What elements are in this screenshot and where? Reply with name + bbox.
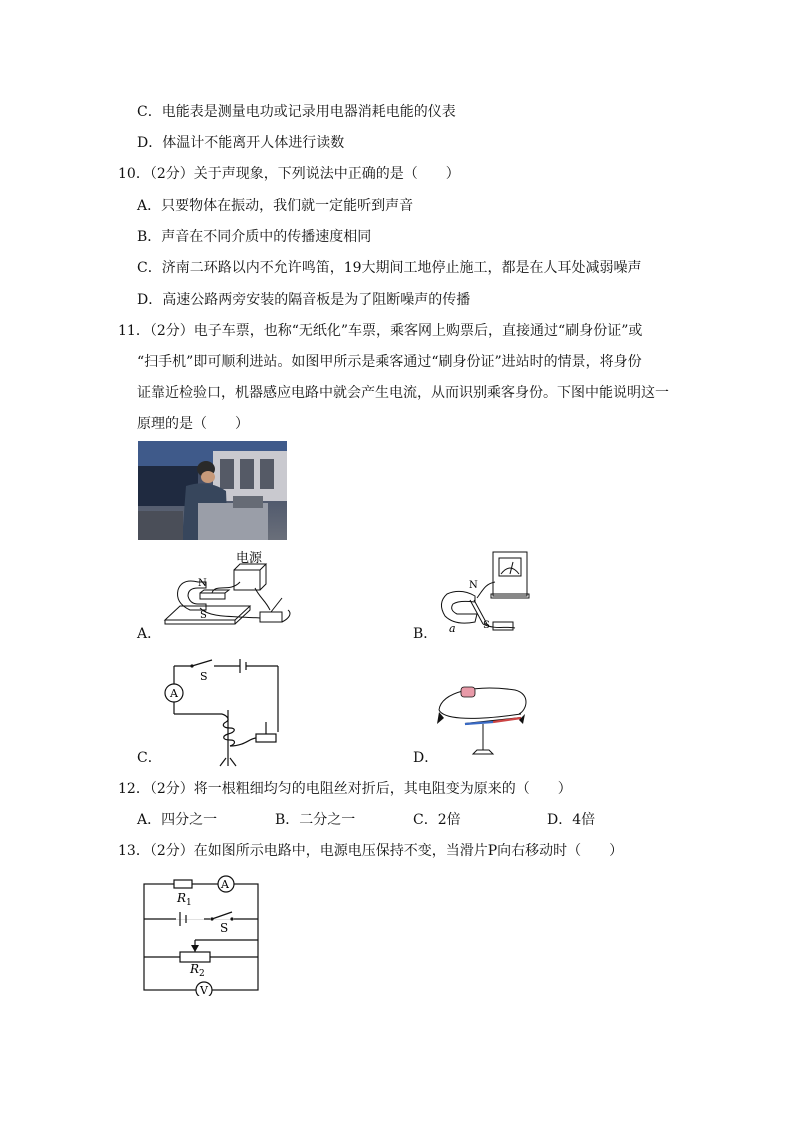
q13-voltmeter-label: V bbox=[200, 984, 208, 996]
q13-stem: 13．（2分）在如图所示电路中，电源电压保持不变，当滑片P向右移动时（ ） bbox=[118, 843, 624, 859]
figure-b-s-label: S bbox=[483, 620, 490, 631]
station-gate-photo bbox=[138, 441, 287, 540]
figure-b-circuit bbox=[435, 548, 535, 636]
figure-b-a-label: a bbox=[449, 622, 456, 635]
q13-ammeter-label: A bbox=[221, 878, 229, 891]
q9-option-c: C．电能表是测量电功或记录用电器消耗电能的仪表 bbox=[137, 104, 456, 120]
q11-stem-line2: “扫手机”即可顺利进站。如图甲所示是乘客通过“刷身份证”进站时的情景，将身份 bbox=[137, 354, 642, 370]
q12-option-b: B．二分之一 bbox=[275, 812, 356, 828]
figure-b-label: B． bbox=[413, 626, 438, 642]
figure-a-power-label: 电源 bbox=[236, 551, 263, 566]
q11-stem-line4: 原理的是（ ） bbox=[137, 416, 249, 432]
figure-c-switch-label: S bbox=[200, 670, 208, 683]
figure-d-apparatus bbox=[435, 680, 531, 762]
q10-option-a: A．只要物体在振动，我们就一定能听到声音 bbox=[137, 198, 414, 214]
q12-stem: 12．（2分）将一根粗细均匀的电阻丝对折后，其电阻变为原来的（ ） bbox=[118, 781, 572, 797]
q12-option-c: C．2倍 bbox=[413, 812, 461, 828]
figure-c-circuit bbox=[160, 656, 282, 768]
q11-stem-line1: 11．（2分）电子车票，也称“无纸化”车票，乘客网上购票后，直接通过“刷身份证”或 bbox=[118, 323, 643, 339]
figure-a-s-label: S bbox=[200, 610, 207, 621]
q13-circuit bbox=[140, 872, 264, 996]
q11-stem-line3: 证靠近检验口，机器感应电路中就会产生电流，从而识别乘客身份。下图中能说明这一 bbox=[137, 385, 669, 401]
q10-stem: 10．（2分）关于声现象，下列说法中正确的是（ ） bbox=[118, 166, 460, 182]
q10-option-c: C．济南二环路以内不允许鸣笛，19大期间工地停止施工，都是在人耳处减弱噪声 bbox=[137, 260, 642, 276]
q10-option-b: B．声音在不同介质中的传播速度相同 bbox=[137, 229, 372, 245]
figure-c-label: C． bbox=[137, 750, 162, 766]
figure-c-ammeter-label: A bbox=[170, 687, 178, 700]
figure-a-circuit bbox=[160, 548, 300, 636]
figure-d-label: D． bbox=[413, 750, 439, 766]
q13-r2-label: $R_2$ bbox=[190, 962, 205, 979]
q12-option-d: D．4倍 bbox=[547, 812, 596, 828]
q9-option-d: D．体温计不能离开人体进行读数 bbox=[137, 135, 345, 151]
q13-r1-label: $R_1$ bbox=[177, 891, 192, 908]
figure-a-n-label: N bbox=[198, 578, 207, 589]
q10-option-d: D．高速公路两旁安装的隔音板是为了阻断噪声的传播 bbox=[137, 292, 471, 308]
q13-switch-label: S bbox=[220, 921, 229, 935]
figure-b-n-label: N bbox=[469, 580, 478, 591]
q12-option-a: A．四分之一 bbox=[137, 812, 218, 828]
figure-a-label: A． bbox=[137, 626, 162, 642]
